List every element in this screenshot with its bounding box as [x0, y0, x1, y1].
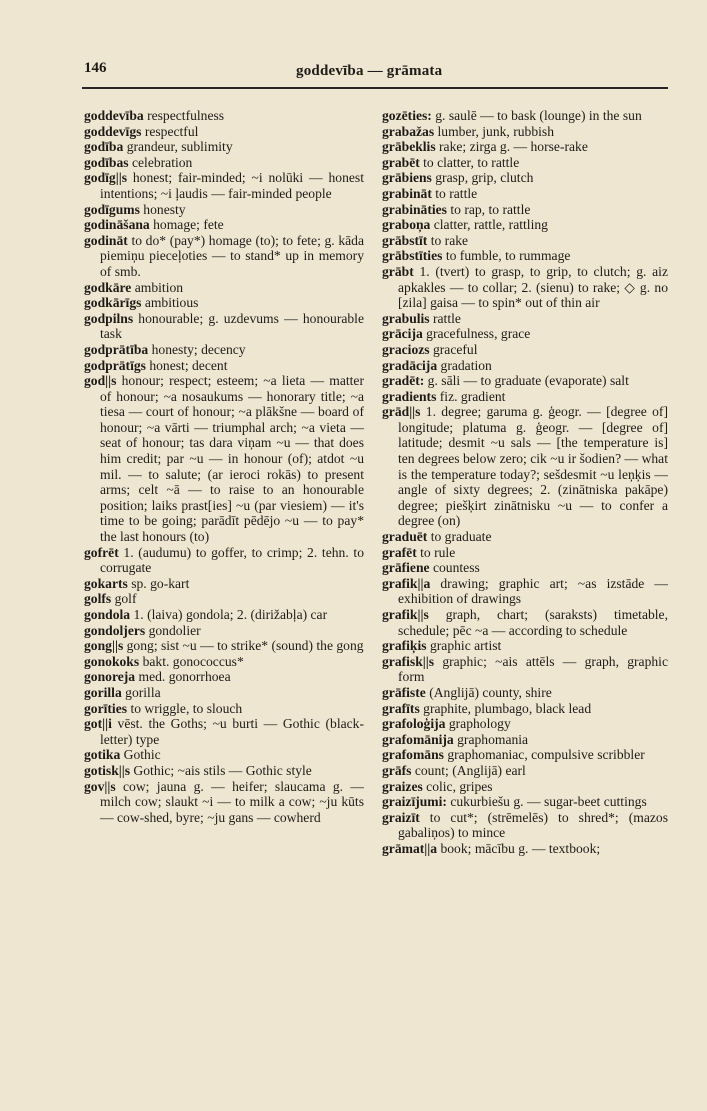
entry-headword: graboņa	[382, 217, 431, 233]
dictionary-entry	[84, 607, 364, 623]
entry-headword: godības	[84, 154, 129, 170]
dictionary-entry	[382, 716, 668, 732]
dictionary-entry	[84, 763, 364, 779]
dictionary-entry	[382, 545, 668, 561]
entry-headword: grafisk||s	[382, 653, 435, 669]
dictionary-entry	[382, 217, 668, 233]
entry-headword: grabulis	[382, 310, 430, 326]
dictionary-entry	[84, 139, 364, 155]
dictionary-entry	[84, 654, 364, 670]
dictionary-entry	[382, 139, 668, 155]
entry-headword: graizīt	[382, 809, 420, 825]
entry-definition: ambition	[131, 279, 184, 295]
entry-definition: g. sāli — to graduate (evaporate) salt	[424, 373, 629, 389]
entry-headword: gotisk||s	[84, 762, 131, 778]
entry-headword: gonokoks	[84, 653, 140, 669]
entry-headword: gozēties:	[382, 108, 432, 123]
entry-headword: grābeklis	[382, 139, 436, 155]
entry-headword: gokarts	[84, 575, 128, 591]
entry-headword: graciozs	[382, 341, 430, 357]
entry-headword: grabināt	[382, 185, 432, 201]
entry-definition: ambitious	[141, 295, 199, 311]
entry-definition: Gothic; ~ais stils — Gothic style	[130, 762, 312, 778]
entry-definition: 1. (tvert) to grasp, to grip, to clutch; g. aiz apkakles — to collar; 2. (sienu) to rake; ◇ g. no [zila] gaisa — to spin* out of thin air	[398, 263, 668, 311]
dictionary-entry	[84, 280, 364, 296]
entry-definition: countess	[429, 560, 480, 576]
entry-headword: godināt	[84, 232, 128, 248]
dictionary-entry	[84, 576, 364, 592]
entry-headword: grāfs	[382, 762, 412, 778]
dictionary-entry	[382, 108, 668, 124]
entry-definition: honesty; decency	[148, 341, 246, 357]
entry-definition: cukurbiešu g. — sugar-beet cuttings	[446, 794, 647, 810]
entry-headword: grabināties	[382, 201, 447, 217]
entry-definition: clatter, rattle, rattling	[430, 217, 548, 233]
entry-definition: Gothic	[120, 747, 161, 763]
entry-headword: grafēt	[382, 544, 417, 560]
entry-definition: sp. go-kart	[127, 575, 190, 591]
dictionary-entry	[382, 576, 668, 607]
entry-headword: goddevība	[84, 108, 144, 123]
entry-headword: godīgums	[84, 201, 140, 217]
dictionary-entry	[84, 669, 364, 685]
entry-definition: respectfulness	[143, 108, 225, 123]
dictionary-entry	[382, 779, 668, 795]
dictionary-entry	[84, 373, 364, 545]
entry-headword: grābiens	[382, 170, 432, 186]
entry-headword: gondoljers	[84, 622, 146, 638]
entry-headword: grabēt	[382, 154, 420, 170]
entry-headword: grafiķis	[382, 638, 427, 654]
dictionary-entry	[84, 591, 364, 607]
entry-headword: grabažas	[382, 123, 435, 139]
dictionary-entry	[382, 747, 668, 763]
entry-definition: gong; sist ~u — to strike* (sound) the gong	[123, 638, 364, 654]
entry-definition: graph, chart; (saraksts) timetable, schedule; pēc ~a — according to schedule	[398, 607, 668, 638]
dictionary-entry	[84, 155, 364, 171]
dictionary-entry	[382, 264, 668, 311]
entry-headword: grafīts	[382, 700, 420, 716]
dictionary-entry	[84, 701, 364, 717]
entry-definition: 1. (audumu) to goffer, to crimp; 2. tehn. to corrugate	[100, 544, 364, 576]
entry-definition: count; (Anglijā) earl	[411, 762, 526, 778]
entry-definition: colic, gripes	[422, 778, 493, 794]
entry-headword: grāmat||a	[382, 840, 438, 856]
entry-definition: gondolier	[145, 622, 201, 638]
entry-headword: grafoloģija	[382, 716, 446, 732]
dictionary-entry	[84, 545, 364, 576]
dictionary-entry	[84, 342, 364, 358]
entry-headword: godprātīgs	[84, 357, 146, 373]
dictionary-entry	[382, 124, 668, 140]
entry-definition: rattle	[429, 310, 461, 326]
dictionary-entry	[84, 217, 364, 233]
dictionary-entry	[84, 716, 364, 747]
entry-definition: fiz. gradient	[436, 388, 506, 404]
entry-headword: gradēt:	[382, 373, 425, 389]
dictionary-entry	[382, 155, 668, 171]
running-head: goddevība — grāmata	[296, 63, 443, 79]
entry-headword: grafomānija	[382, 731, 454, 747]
entry-definition: bakt. gonococcus*	[139, 653, 244, 669]
entry-headword: graizījumi:	[382, 794, 447, 810]
entry-definition: to rattle	[431, 185, 478, 201]
dictionary-entry	[84, 124, 364, 140]
entry-definition: graceful	[429, 341, 478, 357]
entry-headword: gorīties	[84, 700, 128, 716]
entry-definition: g. saulē — to bask (lounge) in the sun	[431, 108, 642, 123]
entry-headword: grāfiste	[382, 684, 426, 700]
entry-definition: to rule	[416, 544, 456, 560]
entry-headword: godprātība	[84, 341, 149, 357]
dictionary-entry	[382, 326, 668, 342]
dictionary-entry	[84, 170, 364, 201]
dictionary-entry	[382, 638, 668, 654]
entry-headword: gradācija	[382, 357, 438, 373]
entry-headword: grācija	[382, 326, 423, 342]
entry-headword: grafik||s	[382, 607, 429, 622]
dictionary-entry	[84, 779, 364, 826]
entry-headword: godīg||s	[84, 170, 128, 186]
entry-definition: to wriggle, to slouch	[127, 700, 243, 716]
entry-headword: godkārīgs	[84, 295, 142, 311]
entry-definition: respectful	[141, 123, 199, 139]
entry-definition: honest; decent	[145, 357, 228, 373]
dictionary-entry	[382, 560, 668, 576]
entry-headword: grābt	[382, 263, 414, 279]
dictionary-entry	[382, 248, 668, 264]
entry-definition: to rake	[427, 232, 469, 248]
dictionary-entry	[382, 202, 668, 218]
dictionary-entry	[84, 358, 364, 374]
dictionary-entry	[84, 638, 364, 654]
entry-headword: gondola	[84, 607, 131, 622]
entry-definition: graphic artist	[426, 638, 502, 654]
dictionary-entry	[84, 108, 364, 124]
entry-headword: godība	[84, 139, 124, 155]
entry-definition: to clatter, to rattle	[419, 154, 520, 170]
entry-headword: graizes	[382, 778, 423, 794]
entry-headword: grafomāns	[382, 747, 444, 763]
entry-definition: graphomaniac, compulsive scribbler	[443, 747, 645, 763]
dictionary-entry	[382, 654, 668, 685]
entry-headword: grābstīties	[382, 248, 443, 264]
dictionary-entry	[84, 233, 364, 280]
entry-definition: honourable; g. uzdevums — honourable task	[100, 310, 364, 342]
dictionary-entry	[382, 701, 668, 717]
entry-headword: grābstīt	[382, 232, 428, 248]
entry-definition: drawing; graphic art; ~as izstāde — exhibition of drawings	[398, 575, 668, 607]
dictionary-entry	[84, 295, 364, 311]
page-number: 146	[84, 60, 107, 76]
entry-headword: grāfiene	[382, 560, 430, 576]
entry-headword: gradients	[382, 388, 437, 404]
entry-definition: to rap, to rattle	[446, 201, 531, 217]
header-rule	[82, 87, 668, 89]
entry-headword: goddevīgs	[84, 123, 142, 139]
entry-headword: got||i	[84, 716, 112, 732]
dictionary-entry	[382, 732, 668, 748]
entry-definition: gradation	[437, 357, 492, 373]
entry-definition: to cut*; (strēmelēs) to shred*; (mazos gabaliņos) to mince	[398, 809, 668, 841]
entry-definition: 1. degree; garuma g. ģeogr. — [degree of] longitude; platuma g. ģeogr. — [degree of] latitude; desmit ~u sals — [the temperature is] ten degrees below zero; cik ~u ir šodien? — what is the temperature today?; sešdesmit ~u leņķis — angle of sixty degrees; 2. (zinātniska pakāpe) degree; piešķirt zinātnisku ~u — to confer a degree (on)	[398, 404, 668, 529]
entry-definition: to fumble, to rummage	[442, 248, 571, 264]
entry-definition: med. gonorrhoea	[135, 669, 231, 685]
entry-headword: godināšana	[84, 217, 150, 233]
dictionary-entry	[382, 763, 668, 779]
dictionary-entry	[382, 841, 668, 857]
entry-definition: rake; zirga g. — horse-rake	[435, 139, 588, 155]
entry-definition: to graduate	[427, 529, 492, 545]
entry-definition: celebration	[128, 154, 193, 170]
entry-definition: vēst. the Goths; ~u burti — Gothic (black-letter) type	[100, 716, 364, 747]
dictionary-entry	[382, 186, 668, 202]
entry-headword: gov||s	[84, 778, 116, 794]
entry-definition: honest; fair-minded; ~i nolūki — honest intentions; ~i ļaudis — fair-minded people	[100, 170, 364, 201]
dictionary-entry	[84, 202, 364, 218]
entry-definition: golf	[111, 591, 137, 607]
entry-definition: graphomania	[453, 731, 529, 747]
entry-definition: lumber, junk, rubbish	[434, 123, 555, 139]
entry-definition: (Anglijā) county, shire	[425, 684, 552, 700]
entry-definition: graphic; ~ais attēls — graph, graphic form	[398, 653, 668, 685]
right-column	[382, 108, 668, 857]
dictionary-entry	[382, 358, 668, 374]
dictionary-entry	[382, 794, 668, 810]
dictionary-entry	[382, 529, 668, 545]
dictionary-entry	[382, 170, 668, 186]
dictionary-entry	[382, 389, 668, 405]
entry-definition: honour; respect; esteem; ~a lieta — matter of honour; ~a nosaukums — honorary title; ~a tiesa — court of honour; ~a plākšne — board of honour; ~a vārti — triumphal arch; ~a vieta — seat of honour; tas dara viņam ~u — that does him credit; par ~u — in honour (of); atdot ~u mil. — to salute; (ar ieroci rokās) to present arms; celt ~ā — to raise to an honourable position; laiks prast[ies] ~u (par viesiem) — it's time to be going; parādīt pēdējo ~u — to pay* the last honours (to)	[100, 373, 364, 545]
entry-headword: gofrēt	[84, 544, 119, 560]
dictionary-entry	[382, 342, 668, 358]
entry-definition: grasp, grip, clutch	[431, 170, 534, 186]
entry-headword: gorilla	[84, 684, 122, 700]
dictionary-entry	[382, 810, 668, 841]
entry-headword: grafik||a	[382, 575, 431, 591]
dictionary-entry	[382, 373, 668, 389]
dictionary-entry	[382, 404, 668, 529]
dictionary-entry	[382, 607, 668, 638]
entry-definition: gracefulness, grace	[422, 326, 531, 342]
dictionary-entry	[382, 233, 668, 249]
entry-headword: graduēt	[382, 529, 428, 545]
dictionary-entry	[382, 311, 668, 327]
entry-definition: homage; fete	[149, 217, 224, 233]
entry-definition: honesty	[139, 201, 186, 217]
entry-definition: cow; jauna g. — heifer; slaucama g. — milch cow; slaukt ~i — to milk a cow; ~ju kūts — cow-shed, byre; ~ju gans — cowherd	[100, 778, 364, 825]
entry-headword: gonoreja	[84, 669, 136, 685]
entry-definition: book; mācību g. — textbook;	[437, 840, 601, 856]
entry-definition: graphology	[445, 716, 511, 732]
dictionary-entry	[84, 685, 364, 701]
dictionary-entry	[382, 685, 668, 701]
entry-headword: grād||s	[382, 404, 421, 420]
entry-headword: golfs	[84, 591, 112, 607]
dictionary-entry	[84, 623, 364, 639]
entry-headword: gotika	[84, 747, 121, 763]
entry-headword: god||s	[84, 373, 117, 389]
entry-definition: gorilla	[121, 684, 161, 700]
entry-headword: gong||s	[84, 638, 124, 654]
left-column	[84, 108, 364, 825]
entry-headword: godpilns	[84, 310, 134, 326]
dictionary-entry	[84, 311, 364, 342]
entry-definition: 1. (laiva) gondola; 2. (dirižabļa) car	[130, 607, 328, 622]
entry-definition: to do* (pay*) homage (to); to fete; g. kāda piemiņu pieceļoties — to stand* up in memory of smb.	[100, 232, 364, 279]
entry-definition: grandeur, sublimity	[123, 139, 233, 155]
entry-headword: godkāre	[84, 279, 132, 295]
entry-definition: graphite, plumbago, black lead	[419, 700, 592, 716]
dictionary-entry	[84, 747, 364, 763]
